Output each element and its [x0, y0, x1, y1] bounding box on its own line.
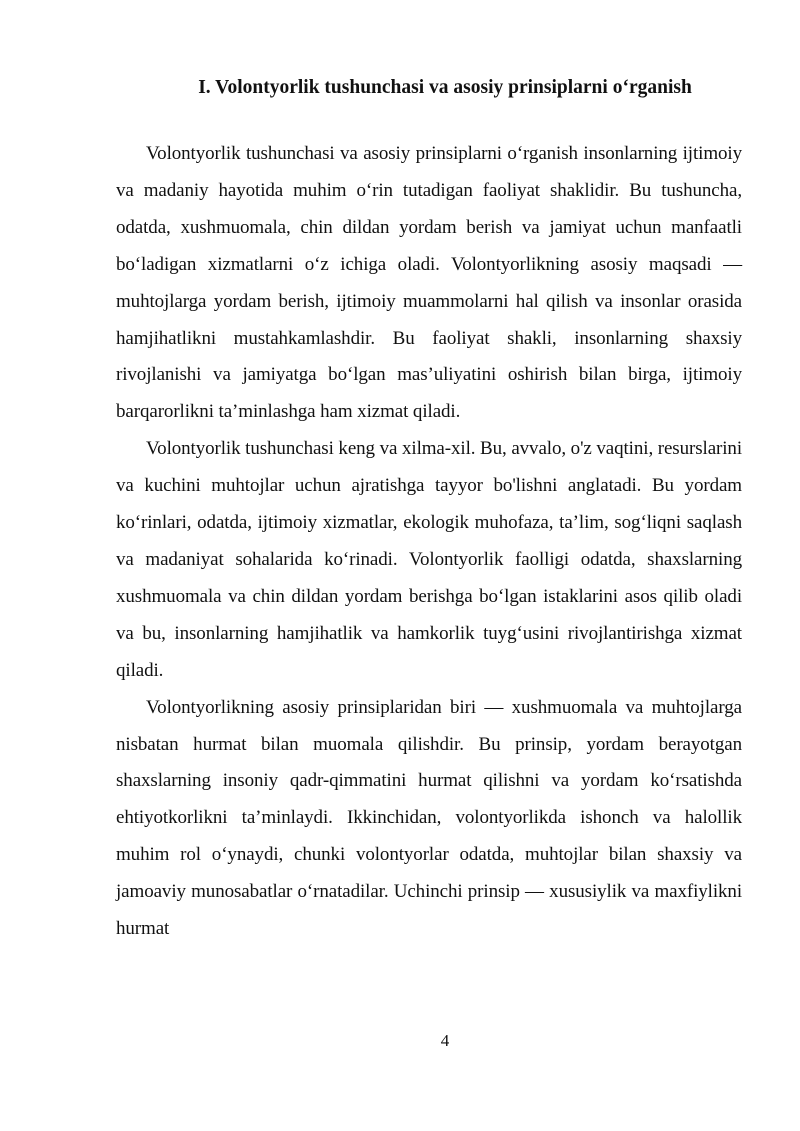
paragraph: Volontyorlik tushunchasi va asosiy prinsiplarni o‘rganish insonlarning ijtimoiy va madaniy hayotida muhim o‘rin tutadigan faoliyat shaklidir. Bu tushuncha, odatda, xushmuomala, chin dildan yordam berish va jamiyat uchun manfaatli bo‘ladigan xizmatlarni o‘z ichiga oladi. Volontyorlikning asosiy maqsadi — muhtojlarga yordam berish, ijtimoiy muammolarni hal qilish va insonlar orasida hamjihatlikni mustahkamlashdir. Bu faoliyat shakli, insonlarning shaxsiy rivojlanishi va jamiyatga bo‘lgan mas’uliyatini oshirish bilan birga, ijtimoiy barqarorlikni ta’minlashga ham xizmat qiladi.	[116, 143, 742, 423]
paragraph: Volontyorlikning asosiy prinsiplaridan biri — xushmuomala va muhtojlarga nisbatan hurmat bilan muomala qilishdir. Bu prinsip, yordam berayotgan shaxslarning insoniy qadr-qimmatini hurmat qilishni va yordam ko‘rsatishda ehtiyotkorlikni ta’minlaydi. Ikkinchidan, volontyorlikda ishonch va halollik muhim rol o‘ynaydi, chunki volontyorlar odatda, muhtojlar bilan shaxsiy va jamoaviy munosabatlar o‘rnatadilar. Uchinchi prinsip — xususiylik va maxfiylikni hurmat	[116, 696, 742, 940]
paragraph: Volontyorlik tushunchasi keng va xilma-xil. Bu, avvalo, o'z vaqtini, resurslarini va kuchini muhtojlar uchun ajratishga tayyor bo'lishni anglatadi. Bu yordam ko‘rinlari, odatda, ijtimoiy xizmatlar, ekologik muhofaza, ta’lim, sog‘liqni saqlash va madaniyat sohalarida ko‘rinadi. Volontyorlik faolligi odatda, shaxslarning xushmuomala va chin dildan yordam berishga bo‘lgan istaklarini asos qilib oladi va bu, insonlarning hamjihatlik va hamkorlik tuyg‘usini rivojlantirishga xizmat qiladi.	[116, 438, 743, 681]
section-heading: I. Volontyorlik tushunchasi va asosiy prinsiplarni o‘rganish	[198, 77, 692, 98]
page-number: 4	[440, 1031, 450, 1050]
body-text	[116, 136, 742, 948]
